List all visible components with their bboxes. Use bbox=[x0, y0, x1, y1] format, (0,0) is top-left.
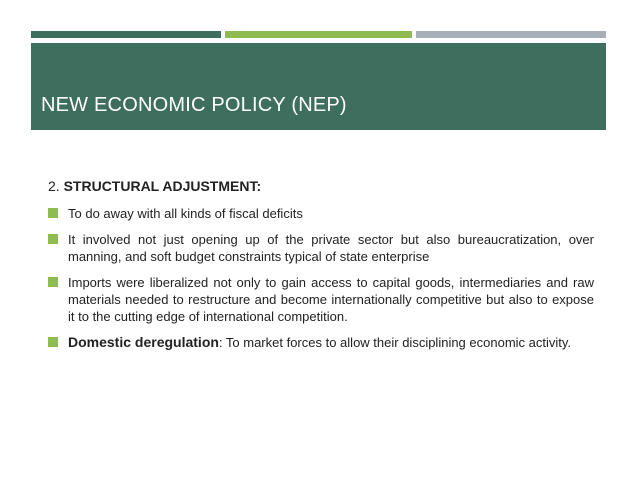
square-bullet-icon bbox=[48, 277, 58, 287]
bullet-text: It involved not just opening up of the private sector but also bureaucratization, over manning, and soft budget constraints typical of state enterprise bbox=[68, 232, 594, 264]
bullet-item bbox=[48, 205, 594, 222]
title-band bbox=[31, 43, 606, 130]
square-bullet-icon bbox=[48, 337, 58, 347]
square-bullet-icon bbox=[48, 208, 58, 218]
square-bullet-icon bbox=[48, 234, 58, 244]
top-accent-bar-gray bbox=[416, 31, 606, 38]
section-number: 2. bbox=[48, 178, 60, 194]
bullet-text: To do away with all kinds of fiscal deficits bbox=[68, 206, 303, 221]
bullet-item bbox=[48, 274, 594, 325]
section-heading bbox=[48, 178, 594, 194]
top-accent-bar-dark-green bbox=[31, 31, 221, 38]
slide-content bbox=[48, 178, 594, 360]
slide-title: NEW ECONOMIC POLICY (NEP) bbox=[41, 94, 347, 116]
bullet-text: Imports were liberalized not only to gain access to capital goods, intermediaries and raw materials needed to restructure and become internationally competitive but also to expose it to the cutting edge of international competition. bbox=[68, 275, 594, 324]
bullet-item bbox=[48, 231, 594, 265]
section-heading-label: STRUCTURAL ADJUSTMENT: bbox=[63, 178, 262, 194]
bullet-list bbox=[48, 205, 594, 351]
bullet-text: : To market forces to allow their disciplining economic activity. bbox=[218, 335, 572, 350]
bullet-bold-lead: Domestic deregulation bbox=[68, 334, 219, 350]
bullet-item bbox=[48, 334, 594, 351]
top-accent-bar-light-green bbox=[225, 31, 412, 38]
